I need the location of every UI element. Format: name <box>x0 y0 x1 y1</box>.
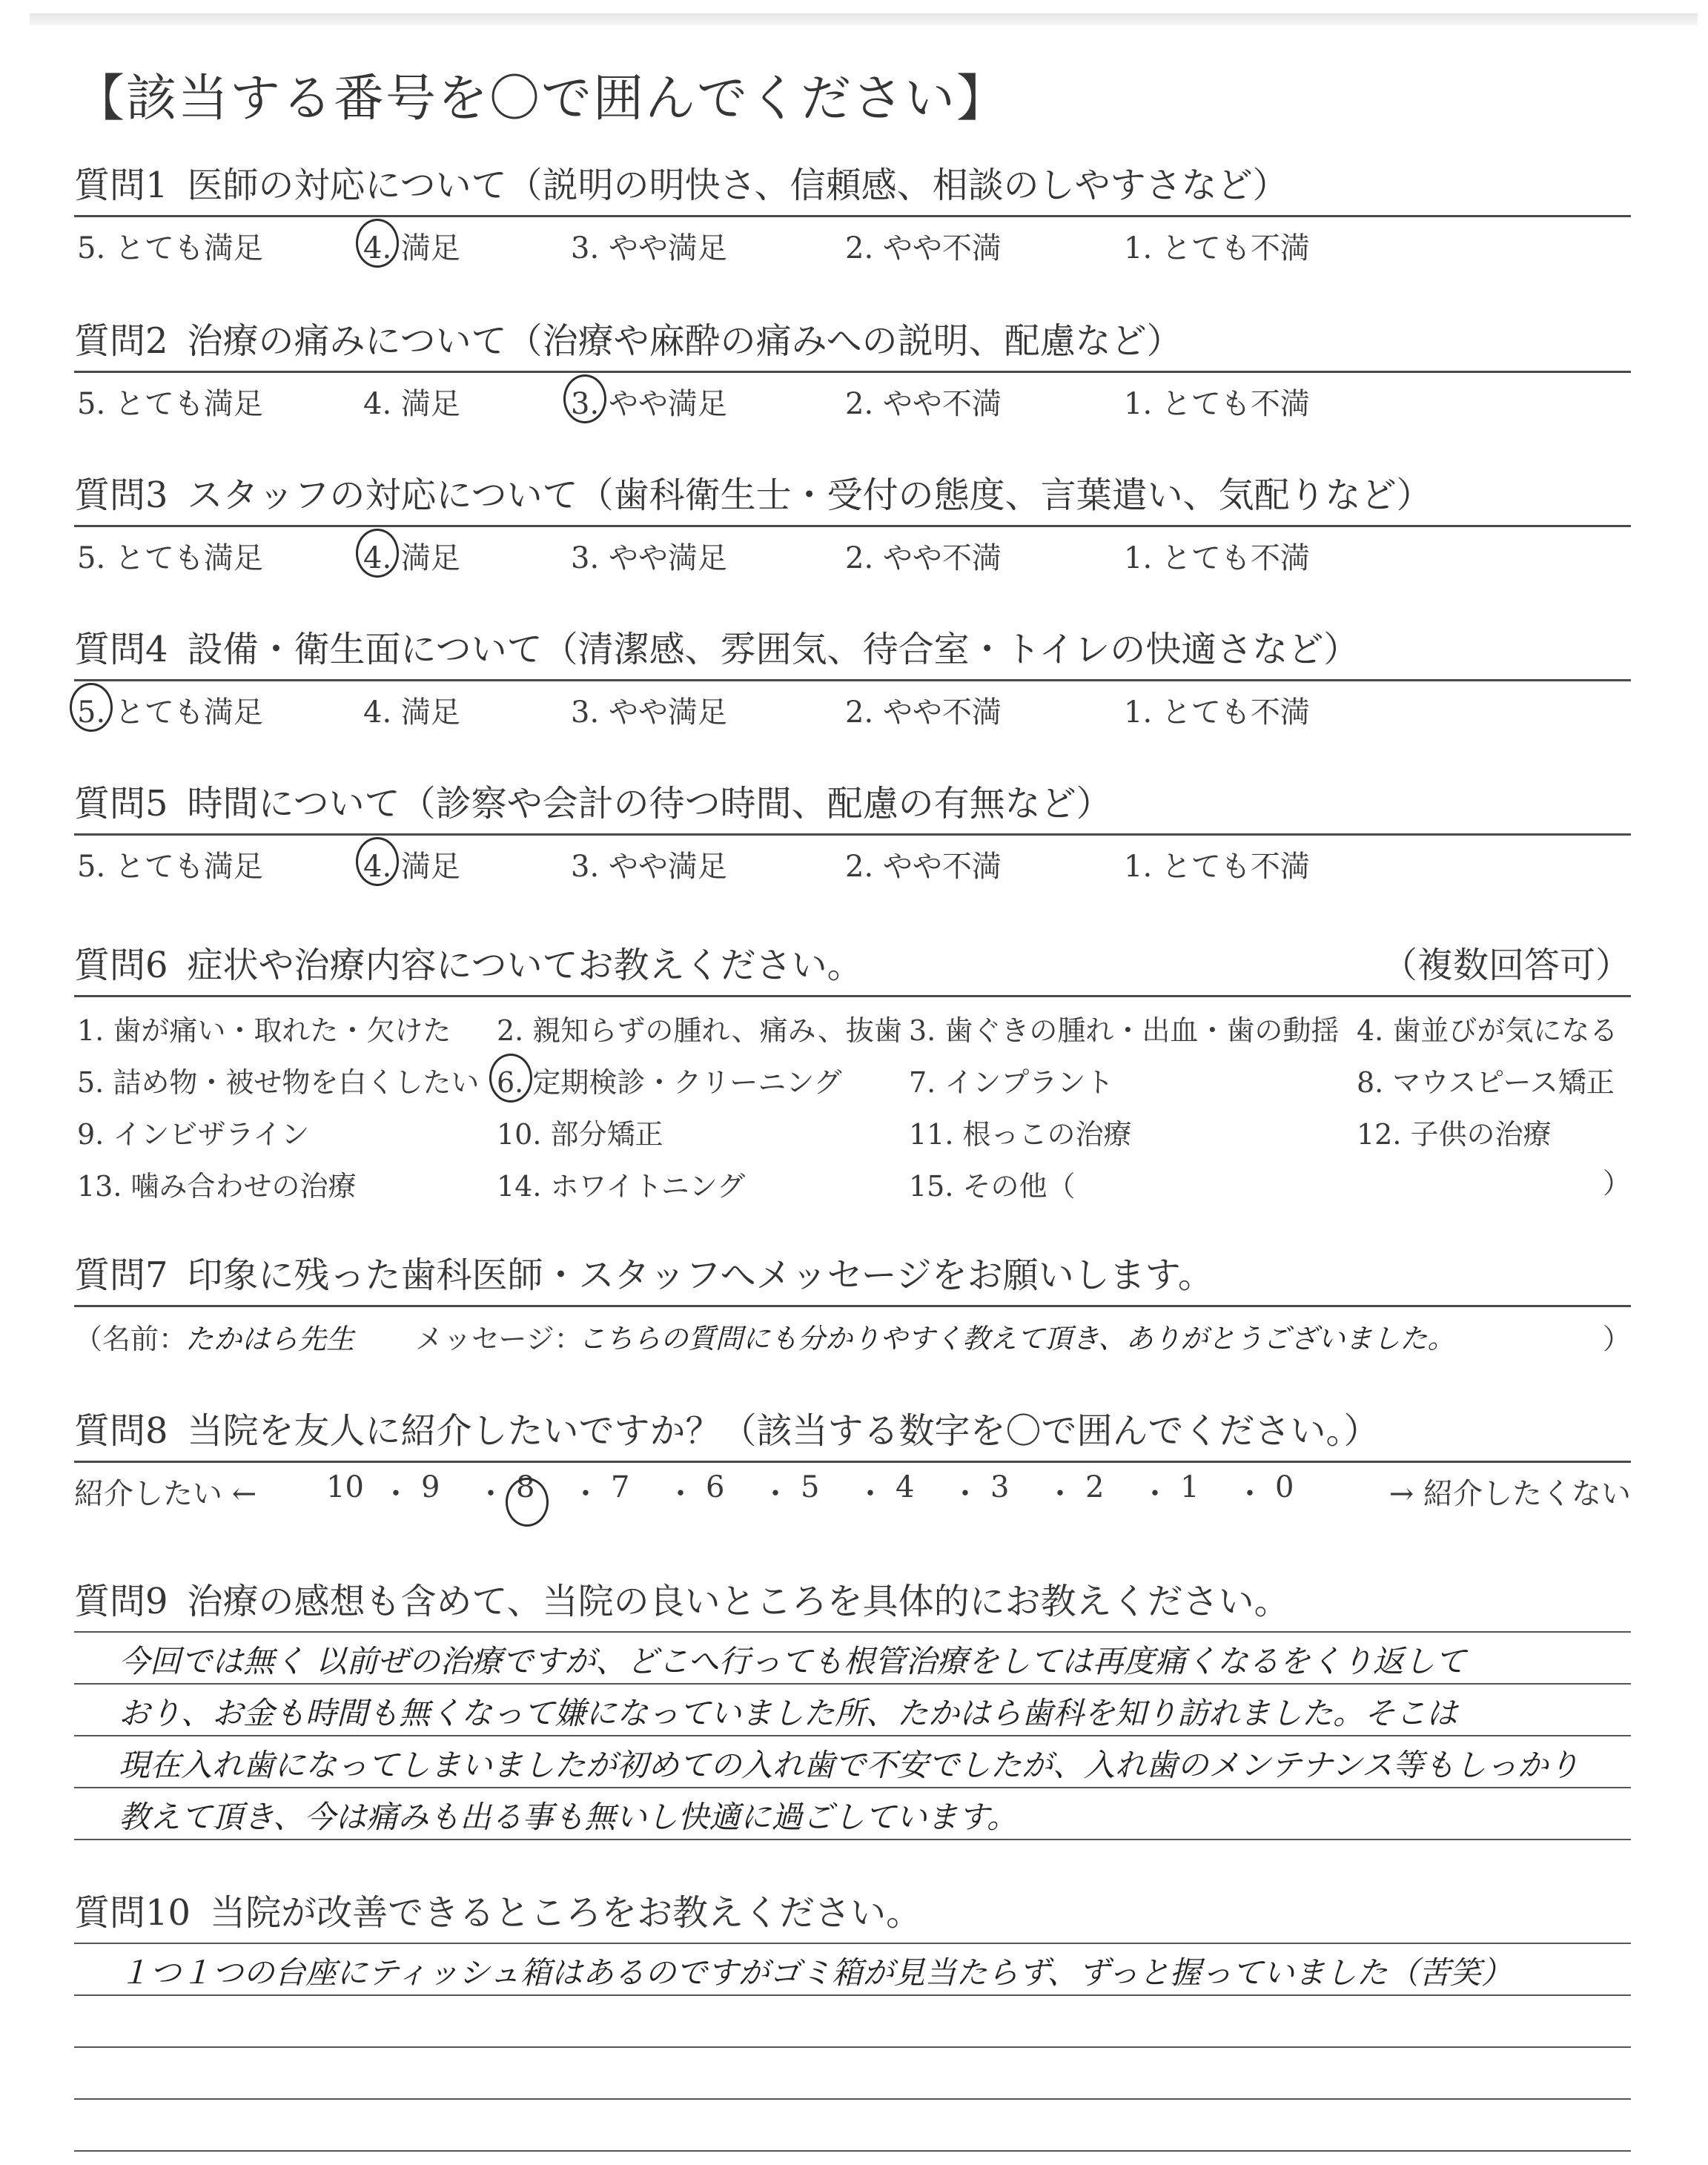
scale-separator: ・ <box>666 1477 695 1511</box>
referral-scale <box>74 1463 1631 1515</box>
rating-option[interactable]: 4. 満足 <box>363 225 460 267</box>
message-value: こちらの質問にも分かりやすく教えて頂き、ありがとうございました。 <box>578 1323 1455 1355</box>
scale-number[interactable]: 0 <box>1275 1470 1294 1504</box>
symptom-option[interactable]: 9. インビザライン <box>77 1118 310 1151</box>
handwritten-answer-line: １つ１つの台座にティッシュ箱はあるのですがゴミ箱が見当たらず、ずっと握っていました（苦笑） <box>119 1954 1512 1991</box>
question-1 <box>74 156 1631 269</box>
close-paren: ） <box>1602 1167 1631 1200</box>
page-title: 【該当する番号を〇で囲んでください】 <box>74 70 1009 128</box>
selected-circle-mark <box>356 837 399 886</box>
scan-edge <box>30 13 1698 25</box>
ruled-line <box>74 1787 1631 1788</box>
scale-separator: ・ <box>1045 1477 1075 1511</box>
scale-separator: ・ <box>950 1477 980 1511</box>
handwritten-answer-line: 今回では無く 以前ぜの治療ですが、どこへ行っても根管治療をしては再度痛くなるをくり返して <box>119 1643 1466 1679</box>
symptom-option[interactable]: 8. マウスピース矯正 <box>1357 1066 1615 1099</box>
scale-number[interactable]: 5 <box>801 1470 820 1504</box>
symptom-option[interactable]: 14. ホワイトニング <box>497 1170 746 1203</box>
rating-option[interactable]: 3. やや満足 <box>571 380 727 423</box>
handwritten-answer-line: おり、お金も時間も無くなって嫌になっていました所、たかはら歯科を知り訪れました。そこは <box>119 1695 1458 1731</box>
rating-option[interactable]: 4. 満足 <box>363 535 460 577</box>
rating-option[interactable]: 1. とても不満 <box>1124 231 1310 265</box>
scale-number[interactable]: 9 <box>421 1470 440 1504</box>
rating-option[interactable]: 5. とても満足 <box>77 689 263 731</box>
rating-option[interactable]: 5. とても満足 <box>77 231 263 265</box>
question-text: 医師の対応について（説明の明快さ、信頼感、相談のしやすさなど） <box>187 165 1288 206</box>
answer-lines <box>74 1943 1631 2165</box>
scale-number[interactable]: 3 <box>990 1470 1010 1504</box>
scale-number[interactable]: 4 <box>896 1470 915 1504</box>
scale-separator: ・ <box>761 1477 790 1511</box>
rating-option[interactable]: 2. やや不満 <box>845 850 1002 884</box>
question-text: 設備・衛生面について（清潔感、雰囲気、待合室・トイレの快適さなど） <box>187 629 1360 670</box>
rating-option[interactable]: 2. やや不満 <box>845 541 1002 575</box>
question-number: 質問7 <box>74 1255 168 1296</box>
symptom-options-grid <box>74 997 1631 1212</box>
question-text: 治療の感想も含めて、当院の良いところを具体的にお教えください。 <box>187 1581 1290 1622</box>
scale-number[interactable]: 6 <box>706 1470 725 1504</box>
question-number: 質問2 <box>74 320 168 362</box>
scale-separator: ・ <box>1140 1477 1170 1511</box>
rating-option[interactable]: 2. やや不満 <box>845 695 1002 730</box>
rating-options <box>74 836 1631 888</box>
question-number: 質問4 <box>74 629 168 670</box>
rating-option[interactable]: 5. とても満足 <box>77 387 263 421</box>
question-number: 質問5 <box>74 783 168 824</box>
multiple-answer-note: （複数回答可） <box>1381 945 1631 986</box>
question-9 <box>74 1572 1631 1854</box>
scale-separator: ・ <box>1235 1477 1265 1511</box>
question-6 <box>74 936 1631 1212</box>
question-text: スタッフの対応について（歯科衛生士・受付の態度、言葉遣い、気配りなど） <box>187 475 1432 516</box>
symptom-option[interactable]: 12. 子供の治療 <box>1357 1118 1552 1151</box>
rating-option[interactable]: 3. やや満足 <box>571 231 727 265</box>
rating-options <box>74 373 1631 425</box>
selected-circle-mark <box>356 219 399 268</box>
handwritten-answer-line: 教えて頂き、今は痛みも出る事も無いし快適に過ごしています。 <box>119 1799 1018 1835</box>
ruled-line <box>74 2098 1631 2100</box>
rating-option[interactable]: 1. とても不満 <box>1124 850 1310 884</box>
question-5 <box>74 774 1631 888</box>
scale-number[interactable]: 2 <box>1085 1470 1105 1504</box>
rating-option[interactable]: 1. とても不満 <box>1124 541 1310 575</box>
question-text: 当院を友人に紹介したいですか？（該当する数字を〇で囲んでください。） <box>187 1410 1380 1452</box>
symptom-option[interactable]: 13. 噛み合わせの治療 <box>77 1170 357 1203</box>
rating-option[interactable]: 2. やや不満 <box>845 231 1002 265</box>
symptom-option[interactable]: 11. 根っこの治療 <box>909 1118 1132 1151</box>
rating-option[interactable]: 3. やや満足 <box>571 541 727 575</box>
question-number: 質問9 <box>74 1581 168 1622</box>
rating-option[interactable]: 2. やや不満 <box>845 387 1002 421</box>
question-text: 治療の痛みについて（治療や麻酔の痛みへの説明、配慮など） <box>187 320 1182 362</box>
name-value: たかはら先生 <box>185 1323 355 1355</box>
question-number: 質問10 <box>74 1892 191 1934</box>
ruled-line <box>74 2150 1631 2152</box>
scale-number[interactable]: 8 <box>516 1470 534 1504</box>
rating-options <box>74 217 1631 269</box>
rating-option[interactable]: 1. とても不満 <box>1124 387 1310 421</box>
scale-number[interactable]: 7 <box>611 1470 630 1504</box>
symptom-option[interactable]: 4. 歯並びが気になる <box>1357 1014 1618 1047</box>
question-text: 当院が改善できるところをお教えください。 <box>210 1892 922 1934</box>
question-10 <box>74 1883 1631 2165</box>
symptom-option[interactable]: 3. 歯ぐきの腫れ・出血・歯の動揺 <box>909 1014 1340 1047</box>
ruled-line <box>74 1735 1631 1736</box>
scale-left-label: 紹介したい ← <box>74 1477 257 1511</box>
question-8 <box>74 1401 1631 1515</box>
symptom-option[interactable]: 1. 歯が痛い・取れた・欠けた <box>77 1014 451 1047</box>
message-label: メッセージ： <box>415 1323 583 1355</box>
rating-option[interactable]: 3. やや満足 <box>571 695 727 730</box>
question-text: 時間について（診察や会計の待つ時間、配慮の有無など） <box>187 783 1112 824</box>
question-text: 症状や治療内容についてお教えください。 <box>187 945 863 986</box>
ruled-line <box>74 1943 1631 1944</box>
ruled-line <box>74 2046 1631 2048</box>
symptom-option[interactable]: 2. 親知らずの腫れ、痛み、抜歯 <box>497 1014 902 1047</box>
ruled-line <box>74 1631 1631 1633</box>
symptom-option[interactable]: 10. 部分矯正 <box>497 1118 663 1151</box>
answer-lines <box>74 1631 1631 1854</box>
rating-option[interactable]: 4. 満足 <box>363 843 460 885</box>
question-text: 印象に残った歯科医師・スタッフへメッセージをお願いします。 <box>187 1255 1214 1296</box>
scale-separator: ・ <box>381 1477 411 1511</box>
symptom-option[interactable]: 15. その他（ <box>909 1170 1076 1203</box>
rating-option[interactable]: 3. やや満足 <box>571 850 727 884</box>
symptom-option[interactable]: 6. 定期検診・クリーニング <box>497 1060 842 1100</box>
rating-options <box>74 527 1631 579</box>
rating-option[interactable]: 4. 満足 <box>363 695 460 730</box>
question-number: 質問1 <box>74 165 168 206</box>
scale-number[interactable]: 1 <box>1180 1470 1199 1504</box>
ruled-line <box>74 1683 1631 1685</box>
question-number: 質問8 <box>74 1410 168 1452</box>
name-label: （名前： <box>74 1323 188 1355</box>
ruled-line <box>74 1839 1631 1840</box>
question-2 <box>74 311 1631 425</box>
question-4 <box>74 620 1631 733</box>
scale-separator: ・ <box>855 1477 885 1511</box>
ruled-line <box>74 1994 1631 1996</box>
rating-options <box>74 681 1631 733</box>
rating-option[interactable]: 4. 満足 <box>363 387 460 421</box>
rating-option[interactable]: 1. とても不満 <box>1124 695 1310 730</box>
question-number: 質問6 <box>74 945 168 986</box>
question-3 <box>74 466 1631 579</box>
symptom-option[interactable]: 7. インプラント <box>909 1066 1114 1099</box>
scale-right-label: → 紹介したくない <box>1388 1477 1631 1511</box>
selected-circle-mark <box>563 374 606 423</box>
rating-option[interactable]: 5. とても満足 <box>77 850 263 884</box>
scale-number[interactable]: 10 <box>326 1470 364 1504</box>
close-paren: ） <box>1602 1323 1631 1355</box>
selected-circle-mark <box>70 683 113 732</box>
rating-option[interactable]: 5. とても満足 <box>77 541 263 575</box>
question-number: 質問3 <box>74 475 168 516</box>
message-line <box>74 1307 1631 1359</box>
selected-circle-mark <box>356 529 399 578</box>
handwritten-answer-line: 現在入れ歯になってしまいましたが初めての入れ歯で不安でしたが、入れ歯のメンテナンス等もしっかり <box>119 1747 1580 1783</box>
selected-circle-mark <box>506 1478 549 1527</box>
scale-separator: ・ <box>476 1477 506 1511</box>
symptom-option[interactable]: 5. 詰め物・被せ物を白くしたい <box>77 1066 480 1099</box>
question-7 <box>74 1246 1631 1359</box>
selected-circle-mark <box>489 1054 532 1103</box>
scale-separator: ・ <box>571 1477 600 1511</box>
